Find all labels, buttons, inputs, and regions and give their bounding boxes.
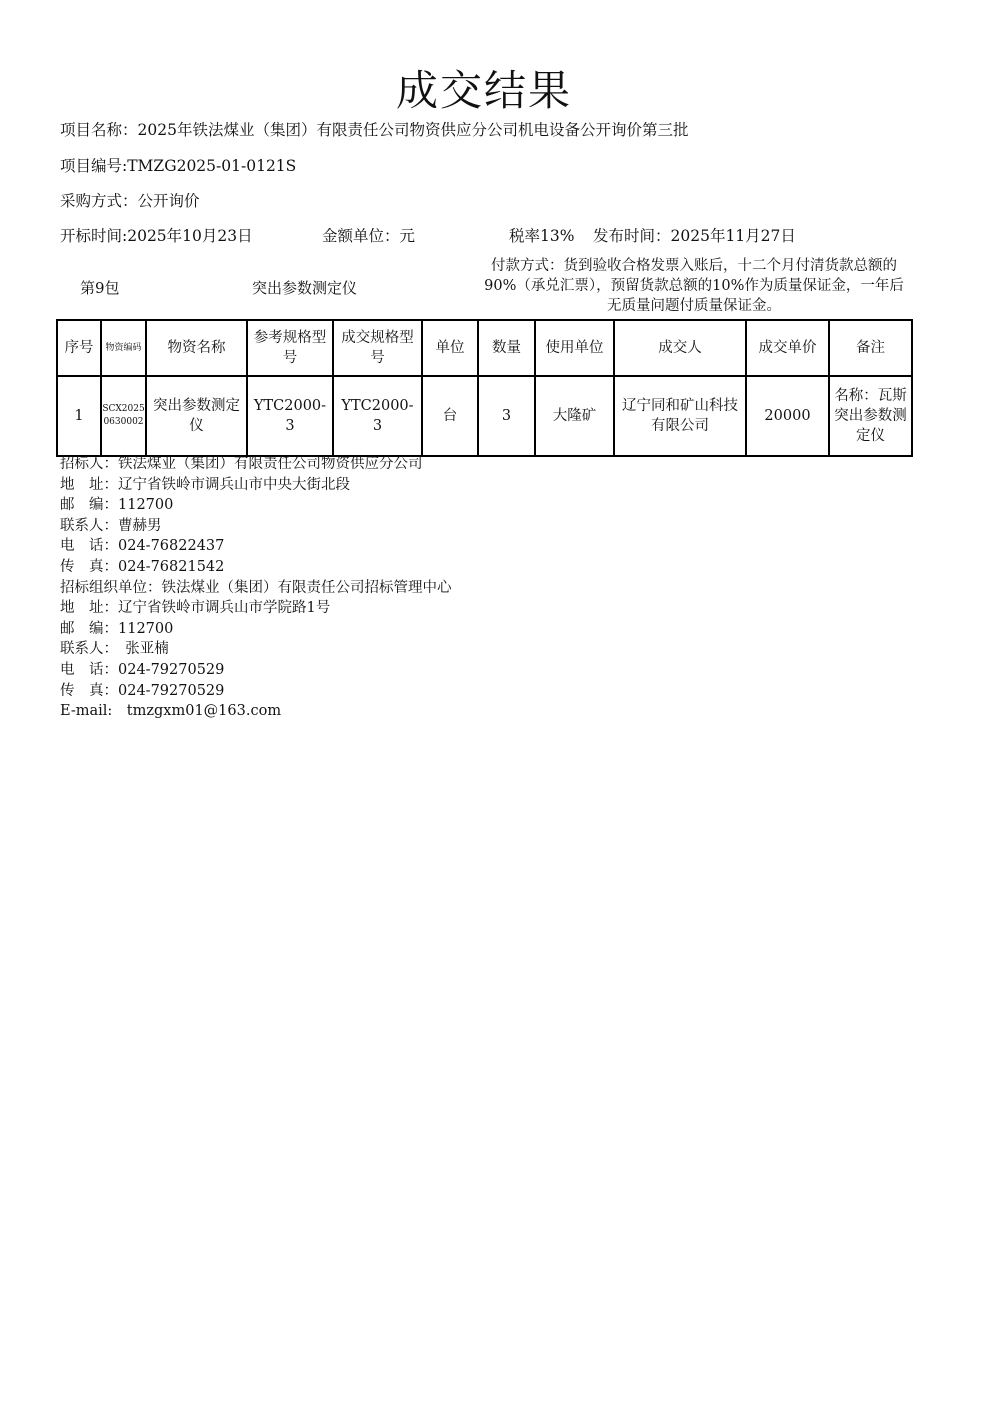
- header-qty: 数量: [478, 320, 535, 376]
- procurement-method: 采购方式：公开询价: [60, 192, 200, 210]
- contact-line: 传 真：024-79270529: [60, 682, 225, 699]
- payment-terms: 付款方式：货到验收合格发票入账后，十二个月付清货款总额的90%（承兑汇票），预留货款总额的10%作为质量保证金，一年后无质量问题付质量保证金。: [484, 258, 904, 314]
- cell-unit: 台: [422, 376, 478, 456]
- contact-line: 传 真：024-76821542: [60, 558, 225, 575]
- cell-price: 20000: [746, 376, 829, 456]
- contact-line: 电 话：024-76822437: [60, 538, 225, 555]
- table-header-row: [57, 320, 912, 376]
- email-line[interactable]: E-mail: tmzgxm01@163.com: [60, 703, 282, 720]
- header-code: 物资编码: [101, 320, 146, 376]
- contact-line: 招标人：铁法煤业（集团）有限责任公司物资供应分公司: [60, 456, 423, 472]
- table-row: [57, 376, 912, 456]
- cell-deal-spec: YTC2000-3: [333, 376, 422, 456]
- header-price: 成交单价: [746, 320, 829, 376]
- header-deal-spec: 成交规格型号: [333, 320, 422, 376]
- cell-qty: 3: [478, 376, 535, 456]
- cell-ref-spec: YTC2000-3: [247, 376, 333, 456]
- publish-time: 发布时间：2025年11月27日: [593, 227, 796, 245]
- package-name: 突出参数测定仪: [252, 279, 358, 297]
- cell-winner: 辽宁同和矿山科技有限公司: [614, 376, 746, 456]
- project-number: 项目编号:TMZG2025-01-0121S: [60, 157, 297, 175]
- project-name: 项目名称：2025年铁法煤业（集团）有限责任公司物资供应分公司机电设备公开询价第三批: [60, 121, 689, 139]
- contact-line: 联系人：曹赫男: [60, 517, 162, 534]
- open-time: 开标时间:2025年10月23日: [60, 227, 253, 245]
- header-name: 物资名称: [146, 320, 247, 376]
- contact-line: 招标组织单位：铁法煤业（集团）有限责任公司招标管理中心: [60, 579, 452, 596]
- cell-seq: 1: [57, 376, 101, 456]
- tax-rate: 税率13%: [509, 227, 575, 245]
- cell-name: 突出参数测定仪: [146, 376, 247, 456]
- header-seq: 序号: [57, 320, 101, 376]
- contact-line: 电 话：024-79270529: [60, 661, 225, 678]
- contact-line: 地 址：辽宁省铁岭市调兵山市中央大街北段: [60, 476, 350, 493]
- contact-line: 地 址：辽宁省铁岭市调兵山市学院路1号: [60, 600, 331, 617]
- cell-remark: 名称：瓦斯突出参数测定仪: [829, 376, 912, 456]
- contact-line: 邮 编：112700: [60, 497, 174, 514]
- currency-unit: 金额单位：元: [322, 227, 416, 245]
- header-winner: 成交人: [614, 320, 746, 376]
- page-title: 成交结果: [395, 66, 572, 115]
- contact-line: 联系人： 张亚楠: [60, 641, 169, 658]
- result-table: [56, 319, 913, 457]
- cell-code: SCX20250630002: [101, 376, 146, 456]
- header-user-unit: 使用单位: [535, 320, 614, 376]
- header-ref-spec: 参考规格型号: [247, 320, 333, 376]
- header-remark: 备注: [829, 320, 912, 376]
- cell-user-unit: 大隆矿: [535, 376, 614, 456]
- contact-line: 邮 编：112700: [60, 620, 174, 637]
- header-unit: 单位: [422, 320, 478, 376]
- package-label: 第9包: [80, 279, 120, 297]
- contact-info: [60, 454, 452, 722]
